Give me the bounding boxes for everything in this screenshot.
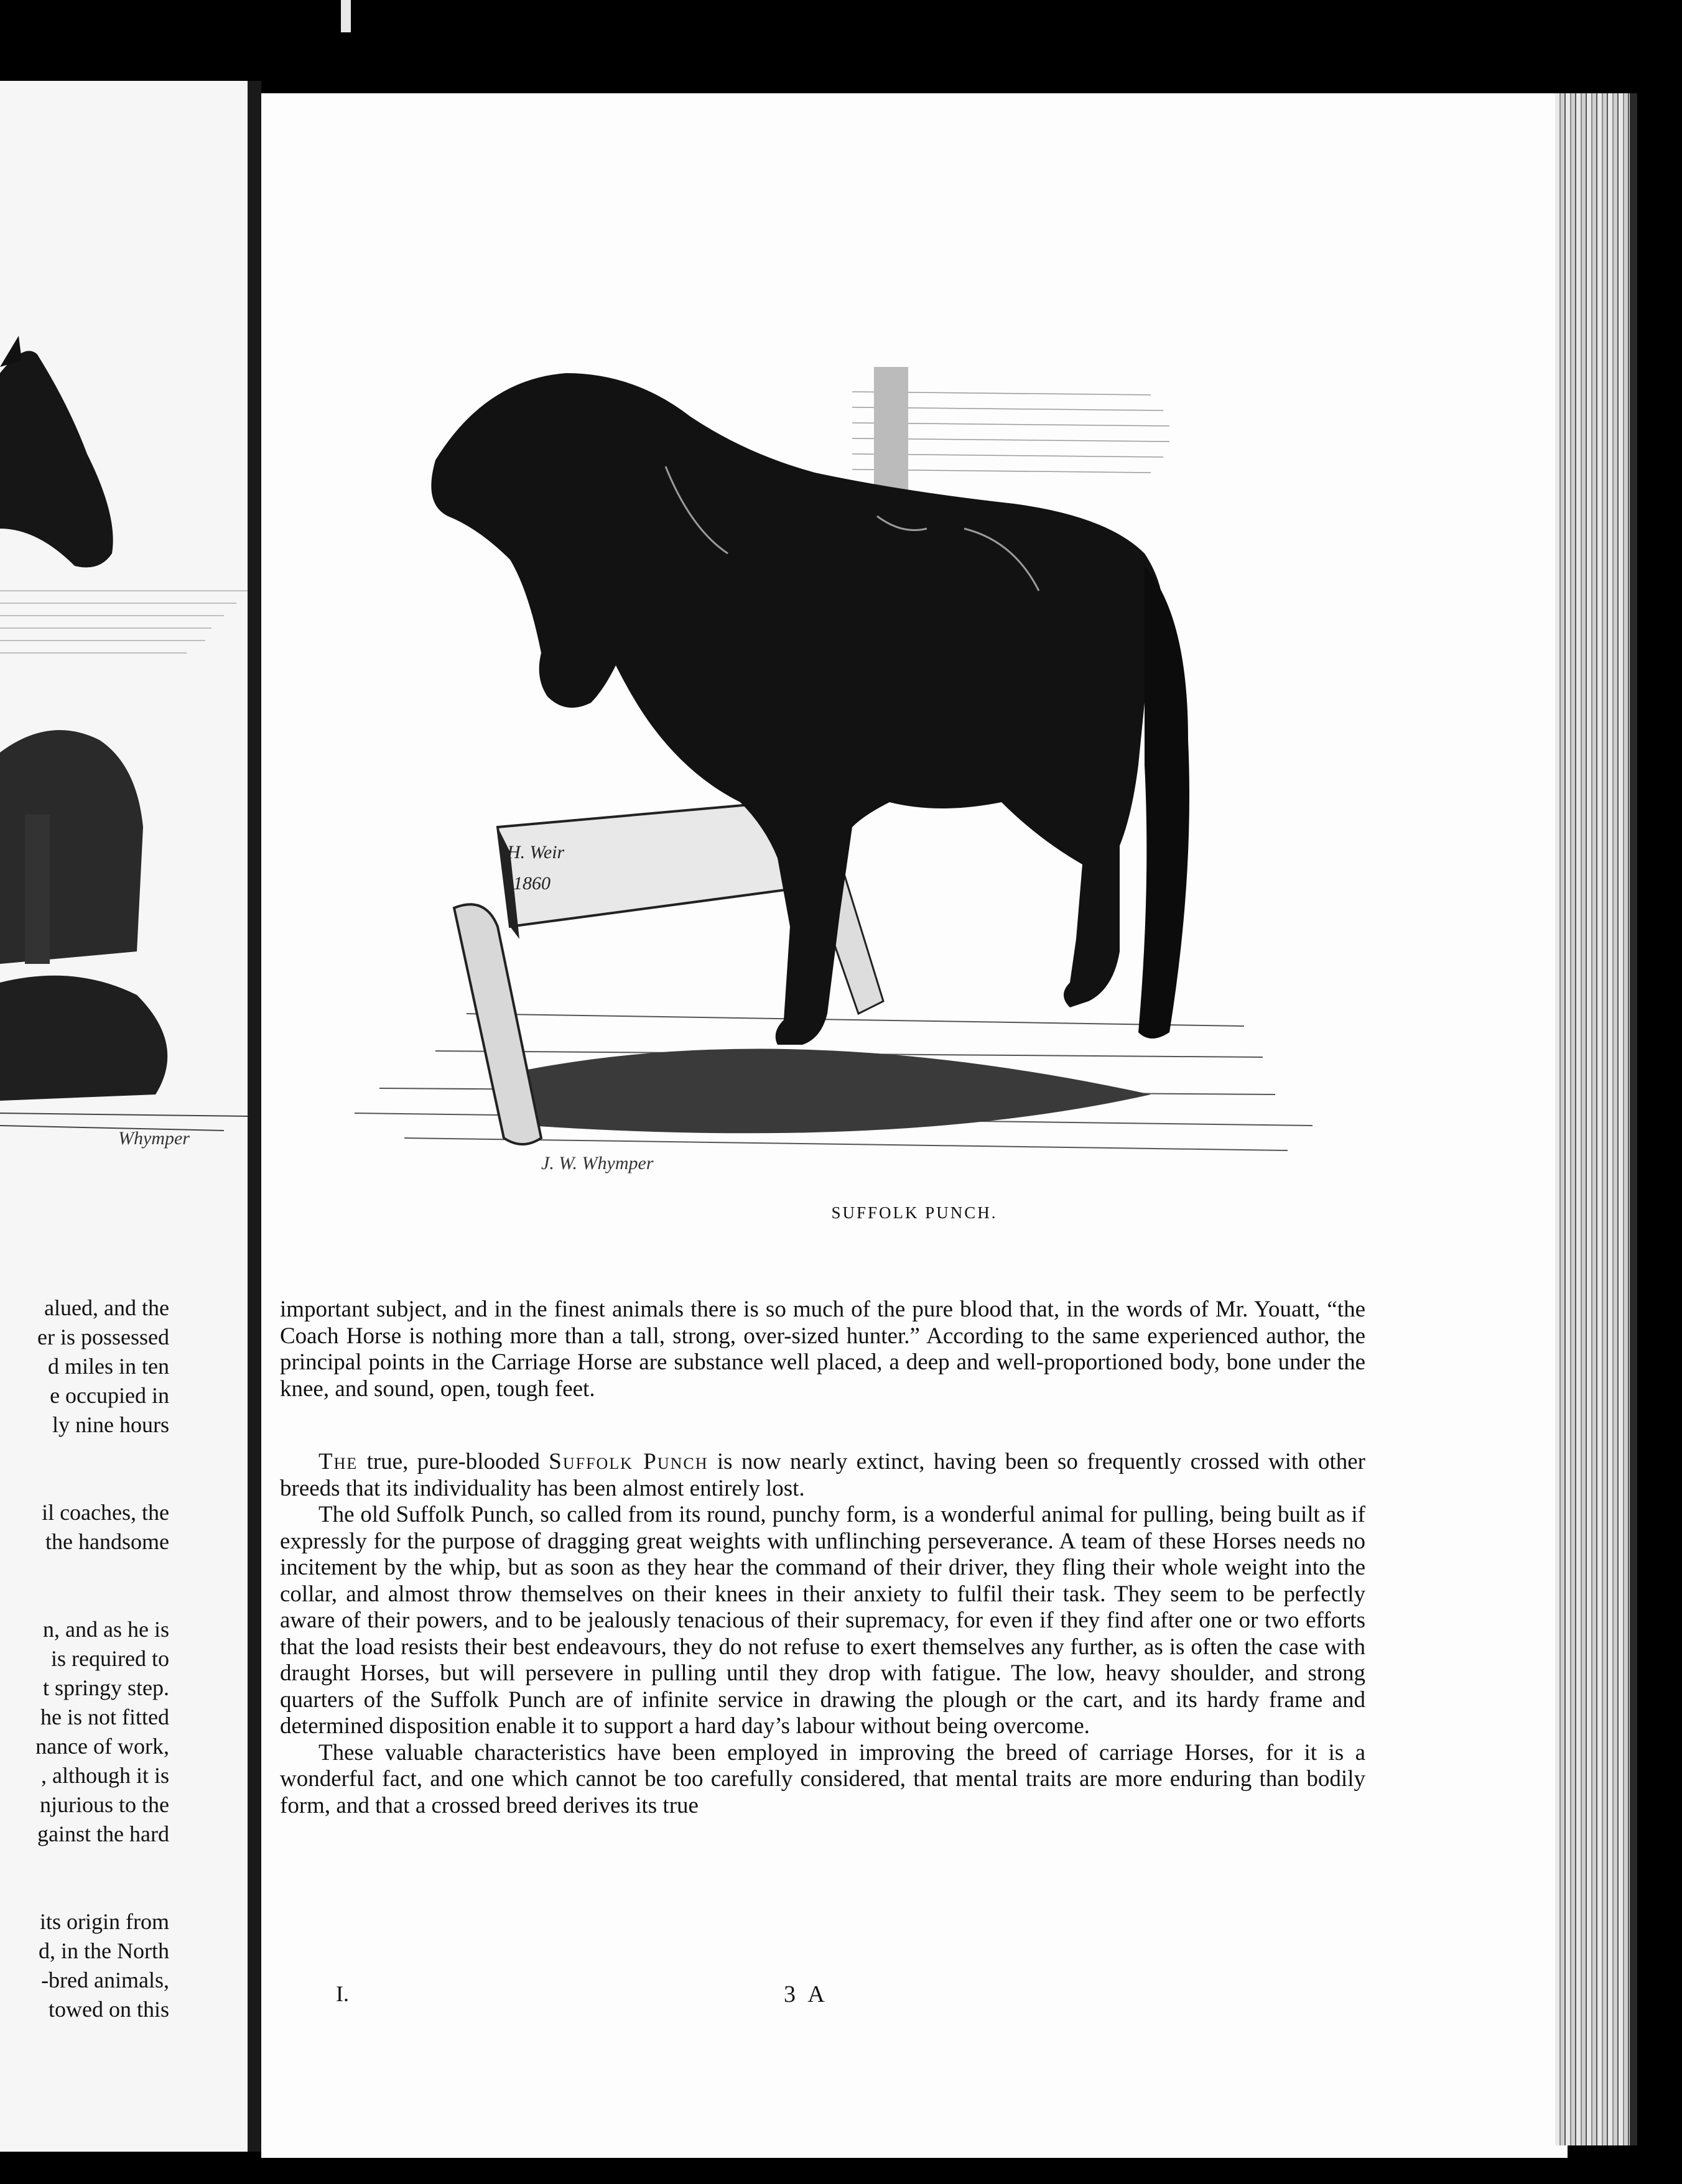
left-text-line: the handsome: [45, 1529, 169, 1554]
left-text-line: gainst the hard: [37, 1821, 169, 1846]
left-text-line: d, in the North: [39, 1938, 169, 1963]
right-page: [261, 93, 1568, 2158]
left-text-line: its origin from: [40, 1909, 169, 1934]
signature-mark: I.: [336, 1981, 349, 2006]
left-text-line: n, and as he is: [43, 1617, 169, 1642]
gutter: [248, 81, 261, 2152]
paragraph-characteristics: These valuable characteristics have been employed in improving the breed of carriage Horses, for it is a wonderful fact, and one which cannot be too carefully considered, that mental traits are more enduring than bodily form, and that a crossed breed derives its true: [280, 1739, 1365, 1818]
left-text-line: e occupied in: [50, 1383, 169, 1408]
left-text-line: il coaches, the: [42, 1500, 169, 1525]
left-page-text: [0, 1293, 169, 2024]
paragraph-gap: [0, 1849, 169, 1907]
left-text-line: nance of work,: [35, 1734, 169, 1759]
left-illustration-signature: Whymper: [118, 1128, 190, 1149]
left-text-line: d miles in ten: [48, 1354, 169, 1379]
illustration-signature-2: 1860: [513, 873, 551, 894]
page-edges-shadow: [1630, 93, 1637, 2145]
left-text-line: alued, and the: [44, 1295, 169, 1320]
lead-word: The: [318, 1449, 358, 1474]
left-text-line: er is possessed: [37, 1325, 169, 1349]
left-text-line: towed on this: [49, 1997, 169, 2022]
page-mark: 3 A: [784, 1981, 829, 2007]
paragraph-continuation: important subject, and in the finest animals there is so much of the pure blood that, in the words of Mr. Youatt, “the Coach Horse is nothing more than a tall, strong, over-sized hunter.” According to the same experienced author, the principal points in the Carriage Horse are substance well placed, a deep and well-proportioned body, bone under the knee, and sound, open, tough feet.: [280, 1297, 1365, 1402]
article-body: [280, 1297, 1365, 1819]
page-edges: [1555, 93, 1636, 2145]
paragraph-gap: [0, 1440, 169, 1498]
paragraph-suffolk-intro: [280, 1449, 1365, 1502]
intro-text-1: true, pure-blooded: [358, 1449, 549, 1474]
left-text-line: , although it is: [41, 1763, 169, 1788]
left-page: [0, 81, 248, 2152]
illustration-signature-1: H. Weir: [507, 842, 565, 863]
illustration-engraver: J. W. Whymper: [541, 1153, 654, 1173]
left-text-line: ly nine hours: [52, 1412, 169, 1437]
scan-frame-mark: [341, 0, 351, 32]
breed-name: Suffolk Punch: [549, 1449, 709, 1474]
left-text-line: njurious to the: [40, 1792, 169, 1817]
left-text-line: is required to: [51, 1646, 169, 1671]
intro-text-2: is now nearly extinct, having been so frequently crossed with other breeds that its individuality has been almost entirely lost.: [280, 1449, 1365, 1501]
left-text-line: -bred animals,: [41, 1968, 169, 1992]
left-horse-illustration: [0, 267, 248, 1169]
paragraph-old-suffolk: The old Suffolk Punch, so called from its round, punchy form, is a wonderful animal for pulling, being built as if expressly for the purpose of dragging great weights with unflinching perseverance. A team of these Horses needs no incitement by the whip, but as soon as they hear the command of their driver, they fling their whole weight into the collar, and almost throw themselves on their knees in their anxiety to fulfil their task. They seem to be perfectly aware of their powers, and to be jealously tenacious of their supremacy, for even if they find after one or two efforts that the load resists their best endeavours, they do not refuse to exert themselves any further, as is often the case with draught Horses, but will persevere in pulling until they drop with fatigue. The low, heavy shoulder, and strong quarters of the Suffolk Punch are of infinite service in drawing the plough or the cart, and its hardy frame and determined disposition enable it to support a hard day’s labour without being overcome.: [280, 1502, 1365, 1739]
left-text-line: he is not fitted: [40, 1705, 169, 1729]
paragraph-gap: [0, 1557, 169, 1615]
suffolk-punch-illustration: [342, 267, 1350, 1188]
left-text-line: t springy step.: [43, 1675, 169, 1700]
illustration-caption: SUFFOLK PUNCH.: [831, 1203, 998, 1222]
